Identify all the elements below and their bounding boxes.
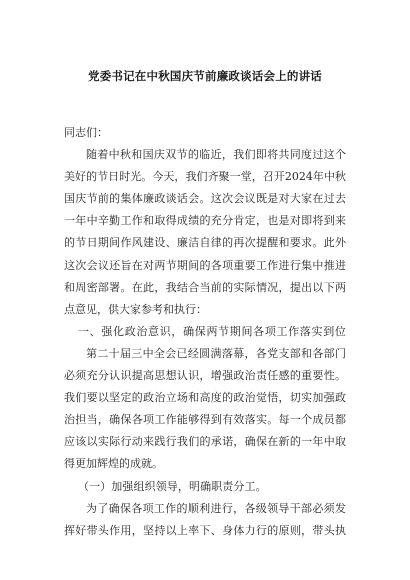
section-heading: 一、强化政治意识，确保两节期间各项工作落实到位 (78, 324, 346, 338)
paragraph-line: 的节日期间作风建设、廉洁自律的再次提醒和要求。此外 (64, 236, 346, 250)
paragraph-line: 为了确保各项工作的顺利进行，各级领导干部必须发 (86, 501, 346, 515)
subsection-heading: （一）加强组织领导，明确职责分工。 (78, 479, 267, 493)
paragraph-line: 挥好带头作用，坚持以上率下、身体力行的原则，带头执 (64, 523, 346, 537)
paragraph-line: 点意见，供大家参考和执行： (64, 302, 207, 316)
paragraph-line: 国庆节前的集体廉政谈话会。这次会议既是对大家在过去 (64, 192, 346, 206)
paragraph-line: 治担当，确保各项工作能够得到有效落实。每一个成员都 (64, 413, 346, 427)
document-title: 党委书记在中秋国庆节前廉政谈话会上的讲话 (88, 69, 322, 83)
paragraph-line: 随着中秋和国庆双节的临近，我们即将共同度过这个 (86, 148, 346, 162)
paragraph-line: 这次会议还旨在对两节期间的各项重要工作进行集中推进 (64, 258, 346, 272)
paragraph-line: 得更加辉煌的成就。 (64, 457, 163, 471)
document-body (64, 122, 346, 542)
paragraph-line: 美好的节日时光。今天，我们齐聚一堂，召开2024年中秋 (64, 170, 346, 184)
salutation: 同志们： (64, 126, 108, 139)
paragraph-line: 和周密部署。在此，我结合当前的实际情况，提出以下两 (64, 280, 346, 294)
paragraph-line: 应该以实际行动来践行我们的承诺，确保在新的一年中取 (64, 435, 346, 449)
paragraph-line: 一年中辛勤工作和取得成绩的充分肯定，也是对即将到来 (64, 214, 346, 228)
paragraph-line: 必须充分认识提高思想认识，增强政治责任感的重要性。 (64, 369, 346, 383)
paragraph-line: 第二十届三中全会已经圆满落幕，各党支部和各部门 (86, 346, 346, 360)
paragraph-line: 我们要以坚定的政治立场和高度的政治觉悟，切实加强政 (64, 391, 346, 405)
